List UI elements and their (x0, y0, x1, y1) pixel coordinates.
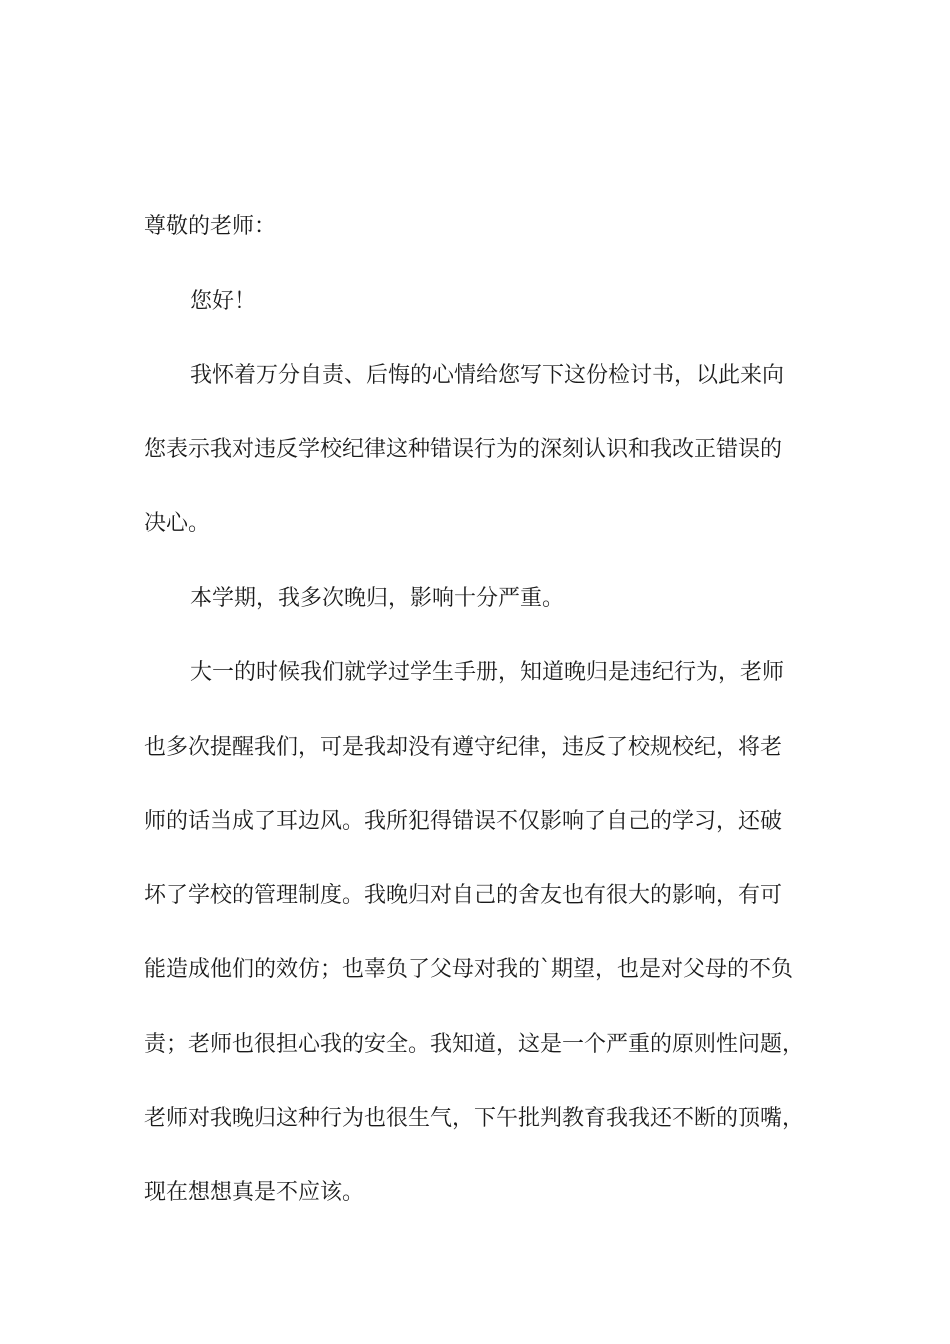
paragraph-3-line-3: 师的话当成了耳边风。我所犯得错误不仅影响了自己的学习，还破 (144, 809, 783, 834)
paragraph-3-line-2: 也多次提醒我们，可是我却没有遵守纪律，违反了校规校纪，将老 (144, 735, 783, 760)
paragraph-3-line-8: 现在想想真是不应该。 (144, 1180, 365, 1205)
paragraph-2-line-1: 本学期，我多次晚归，影响十分严重。 (190, 586, 565, 611)
paragraph-3-line-6: 责；老师也很担心我的安全。我知道，这是一个严重的原则性问题， (144, 1032, 805, 1057)
salutation: 尊敬的老师： (144, 214, 277, 239)
paragraph-3-line-7: 老师对我晚归这种行为也很生气，下午批判教育我我还不断的顶嘴， (144, 1106, 805, 1131)
paragraph-3-line-1: 大一的时候我们就学过学生手册，知道晚归是违纪行为，老师 (190, 660, 785, 685)
greeting: 您好！ (190, 289, 257, 314)
paragraph-3-line-5: 能造成他们的效仿；也辜负了父母对我的`期望，也是对父母的不负 (144, 957, 794, 982)
paragraph-1-line-1: 我怀着万分自责、后悔的心情给您写下这份检讨书，以此来向 (190, 363, 785, 388)
paragraph-3-line-4: 坏了学校的管理制度。我晚归对自己的舍友也有很大的影响，有可 (144, 883, 783, 908)
paragraph-1-line-3: 决心。 (144, 511, 211, 536)
paragraph-1-line-2: 您表示我对违反学校纪律这种错误行为的深刻认识和我改正错误的 (144, 437, 783, 462)
